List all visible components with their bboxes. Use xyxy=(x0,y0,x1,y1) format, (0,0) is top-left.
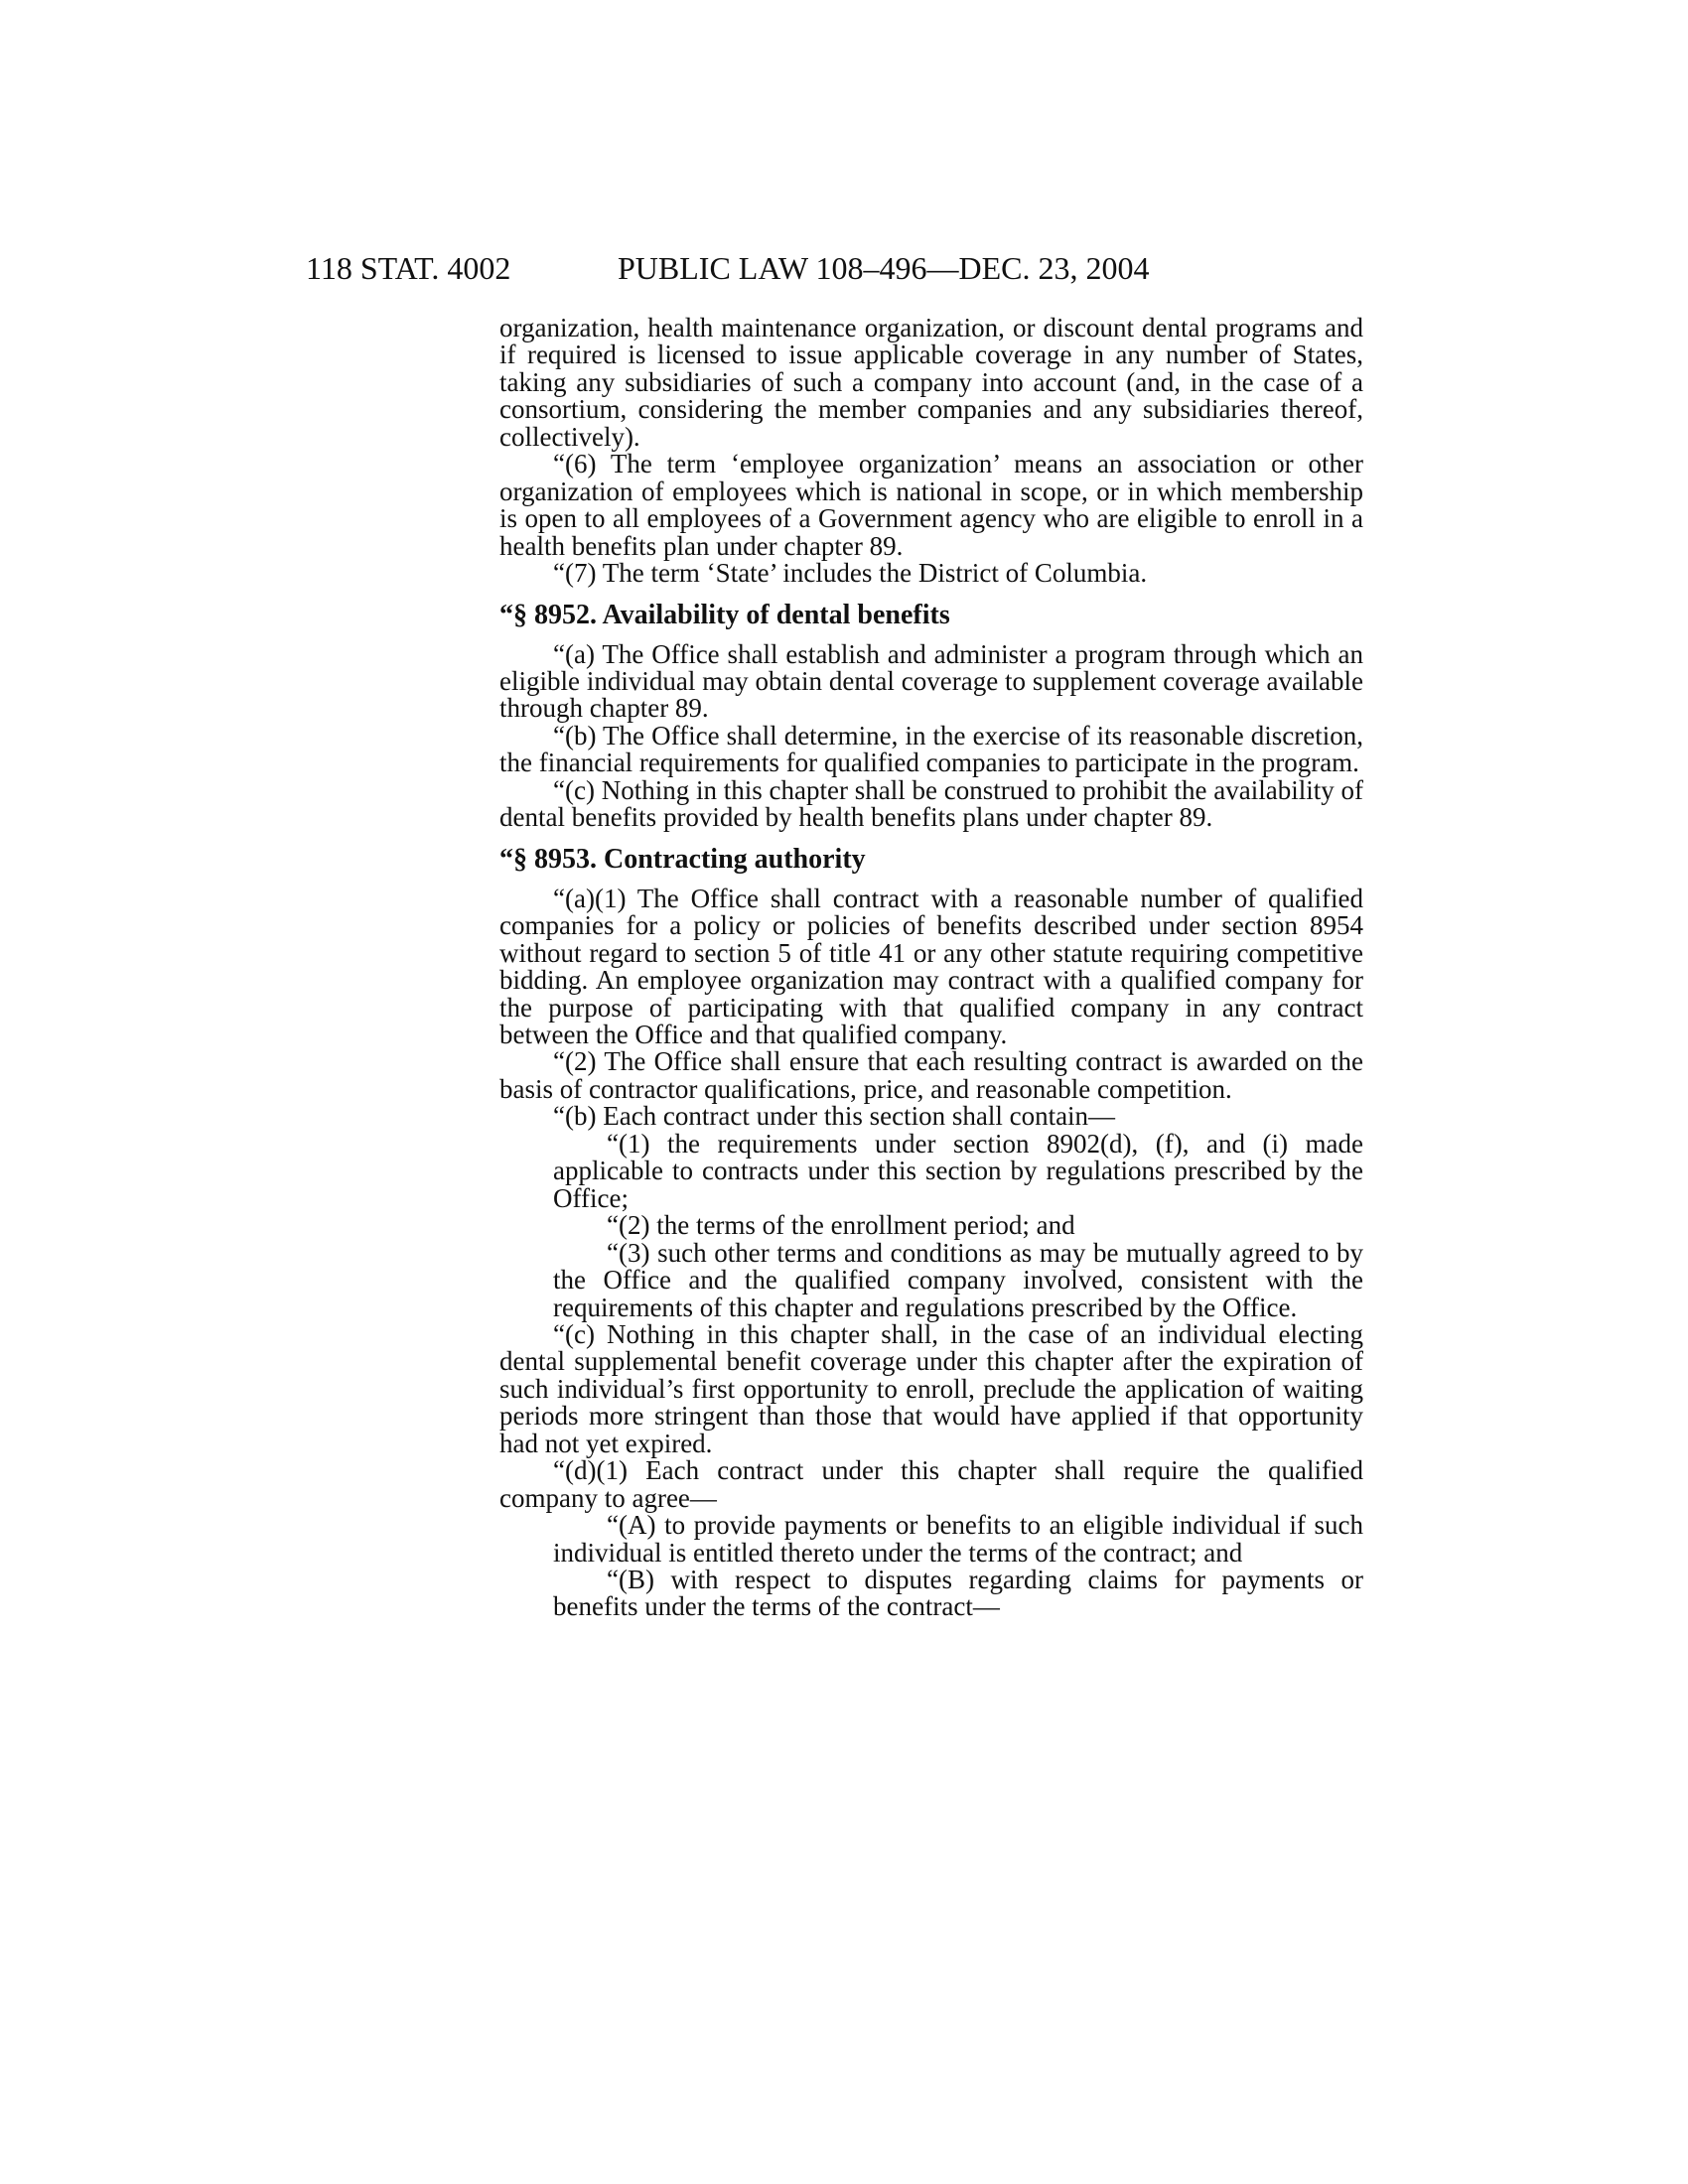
paragraph-8953-b2: “(2) the terms of the enrollment period; and xyxy=(607,1210,1075,1241)
paragraph-8952-a: “(a) The Office shall establish and administer a program through which an eligible individual may obtain dental coverage to supplement coverage available through chapter 89. xyxy=(499,638,1363,724)
paragraph-8953-c: “(c) Nothing in this chapter shall, in the case of an individual electing dental supplemental benefit coverage under this chapter after the expiration of such individual’s first opportunity to enroll, preclude the application of waiting periods more stringent than those that would have applied if that opportunity had not yet expired. xyxy=(499,1318,1363,1458)
paragraph-8953-b1: “(1) the requirements under section 8902(d), (f), and (i) made applicable to contracts under this section by regulations prescribed by the Office; xyxy=(553,1128,1363,1213)
statute-page-number: 118 STAT. 4002 xyxy=(306,250,511,286)
paragraph-8953-a2: “(2) The Office shall ensure that each resulting contract is awarded on the basis of contractor qualifications, price, and reasonable competition. xyxy=(499,1046,1363,1104)
document-body xyxy=(499,315,1363,1621)
page-header xyxy=(0,248,1688,288)
section-heading-8953: “§ 8953. Contracting authority xyxy=(499,843,866,875)
paragraph-definition-7: “(7) The term ‘State’ includes the District of Columbia. xyxy=(553,558,1148,589)
paragraph-8952-c: “(c) Nothing in this chapter shall be construed to prohibit the availability of dental benefits provided by health benefits plans under chapter 89. xyxy=(499,774,1363,833)
paragraph-8953-d1: “(d)(1) Each contract under this chapter shall require the qualified company to agree— xyxy=(499,1455,1363,1513)
running-title: PUBLIC LAW 108–496—DEC. 23, 2004 xyxy=(618,250,1150,286)
paragraph-continuation: organization, health maintenance organization, or discount dental programs and if required is licensed to issue applicable coverage in any number of States, taking any subsidiaries of such a company into account (and, in the case of a consortium, considering the member companies and any subsidiaries thereof, collectively). xyxy=(499,313,1363,452)
paragraph-definition-6: “(6) The term ‘employee organization’ means an association or other organization of employees which is national in scope, or in which membership is open to all employees of a Government agency who are eligible to enroll in a health benefits plan under chapter 89. xyxy=(499,449,1363,561)
paragraph-8953-b: “(b) Each contract under this section shall contain— xyxy=(553,1101,1116,1132)
paragraph-8953-a1: “(a)(1) The Office shall contract with a reasonable number of qualified companies for a policy or policies of benefits described under section 8954 without regard to section 5 of title 41 or any other statute requiring competitive bidding. An employee organization may contract with a qualified company for the purpose of participating with that qualified company in any contract between the Office and that qualified company. xyxy=(499,883,1363,1049)
paragraph-8953-b3: “(3) such other terms and conditions as may be mutually agreed to by the Office and the qualified company involved, consistent with the requirements of this chapter and regulations prescribed by the Office. xyxy=(553,1237,1363,1322)
section-heading-8952: “§ 8952. Availability of dental benefits xyxy=(499,599,950,630)
paragraph-8953-d1-A: “(A) to provide payments or benefits to an eligible individual if such individual is entitled thereto under the terms of the contract; and xyxy=(553,1510,1363,1568)
paragraph-8953-d1-B: “(B) with respect to disputes regarding claims for payments or benefits under the terms of the contract— xyxy=(553,1565,1363,1622)
paragraph-8952-b: “(b) The Office shall determine, in the exercise of its reasonable discretion, the financial requirements for qualified companies to participate in the program. xyxy=(499,720,1363,778)
